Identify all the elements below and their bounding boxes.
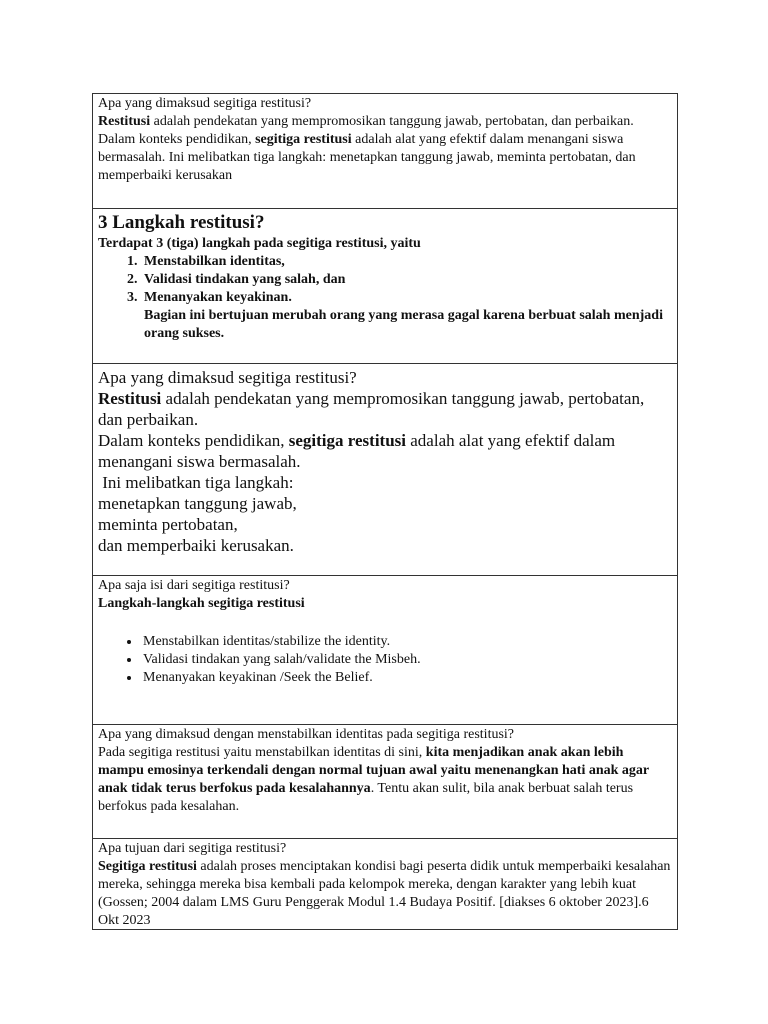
list-item: • Validasi tindakan yang salah/validate the Misbeh. <box>141 651 672 669</box>
term-restitusi: Restitusi <box>98 114 151 129</box>
question-text: Apa yang dimaksud segitiga restitusi? <box>98 96 312 111</box>
list-item: • Menanyakan keyakinan /Seek the Belief. <box>141 669 672 687</box>
term-segitiga: segitiga restitusi <box>288 431 407 450</box>
answer-text <box>98 113 672 185</box>
answer-emphasis: kita menjadikan anak akan lebih mampu emosinya terkendali dengan normal tujuan awal yaitu menenangkan hati anak agar anak tidak terus berfokus pada kesalahannya <box>98 745 649 796</box>
answer-text <box>98 430 672 472</box>
answer-part: adalah pendekatan yang mempromosikan tanggung jawab, pertobatan, dan perbaikan. <box>98 389 645 429</box>
qa-cell-definition-large <box>93 364 677 576</box>
note-text: Bagian ini bertujuan merubah orang yang merasa gagal karena berbuat salah menjadi orang sukses. <box>144 308 663 341</box>
answer-text <box>98 388 672 430</box>
qa-cell-identity <box>93 725 677 839</box>
answer-line: meminta pertobatan, <box>98 515 238 534</box>
answer-line: Ini melibatkan tiga langkah: <box>98 473 294 492</box>
answer-text <box>98 744 672 816</box>
answer-part: adalah alat yang efektif dalam menangani siswa bermasalah. <box>98 431 616 471</box>
answer-line: menetapkan tanggung jawab, <box>98 494 297 513</box>
list-item: • Menstabilkan identitas/stabilize the identity. <box>141 633 672 651</box>
question-text: Apa tujuan dari segitiga restitusi? <box>98 841 287 856</box>
answer-part: adalah proses menciptakan kondisi bagi peserta didik untuk memperbaiki kesalahan mereka, sehingga mereka bisa kembali pada kelompok mereka, dengan karakter yang lebih kuat (Gossen; 2004 dalam LMS Guru Penggerak Modul 1.4 Budaya Positif. [diakses 6 oktober 2023].6 Okt 2023 <box>98 859 671 928</box>
bullet-list <box>98 633 672 687</box>
answer-part: Dalam konteks pendidikan, <box>98 431 289 450</box>
qa-table <box>92 93 678 930</box>
term-restitusi: Restitusi <box>98 389 162 408</box>
qa-cell-contents <box>93 576 677 725</box>
qa-cell-purpose <box>93 839 677 929</box>
question-text: Apa yang dimaksud dengan menstabilkan identitas pada segitiga restitusi? <box>98 727 515 742</box>
answer-line: dan memperbaiki kerusakan. <box>98 536 294 555</box>
answer-part: Pada segitiga restitusi yaitu menstabilkan identitas di sini, <box>98 745 426 760</box>
answer-text <box>98 858 672 930</box>
term-segitiga: Segitiga restitusi <box>98 859 197 874</box>
heading-text: Langkah-langkah segitiga restitusi <box>98 596 305 611</box>
question-text: Apa yang dimaksud segitiga restitusi? <box>98 368 357 387</box>
section-heading <box>98 595 672 613</box>
steps-list <box>98 253 672 307</box>
list-item: 1. Menstabilkan identitas, <box>141 253 672 271</box>
section-heading: 3 Langkah restitusi? <box>98 212 265 233</box>
qa-cell-definition <box>93 94 677 209</box>
answer-part: . Tentu akan sulit, bila anak berbuat salah terus berfokus pada kesalahan. <box>98 781 634 814</box>
intro-text: Terdapat 3 (tiga) langkah pada segitiga restitusi, yaitu <box>98 236 421 251</box>
list-item: 2. Validasi tindakan yang salah, dan <box>141 271 672 289</box>
answer-part: adalah pendekatan yang mempromosikan tanggung jawab, pertobatan, dan perbaikan. Dalam konteks pendidikan, <box>98 114 634 147</box>
answer-part: adalah alat yang efektif dalam menangani siswa bermasalah. Ini melibatkan tiga langkah: menetapkan tanggung jawab, meminta pertobatan, dan memperbaiki kerusakan <box>98 132 636 183</box>
list-item: 3. Menanyakan keyakinan. <box>141 289 672 307</box>
term-segitiga: segitiga restitusi <box>255 132 352 147</box>
qa-cell-steps <box>93 209 677 364</box>
question-text: Apa saja isi dari segitiga restitusi? <box>98 578 290 593</box>
